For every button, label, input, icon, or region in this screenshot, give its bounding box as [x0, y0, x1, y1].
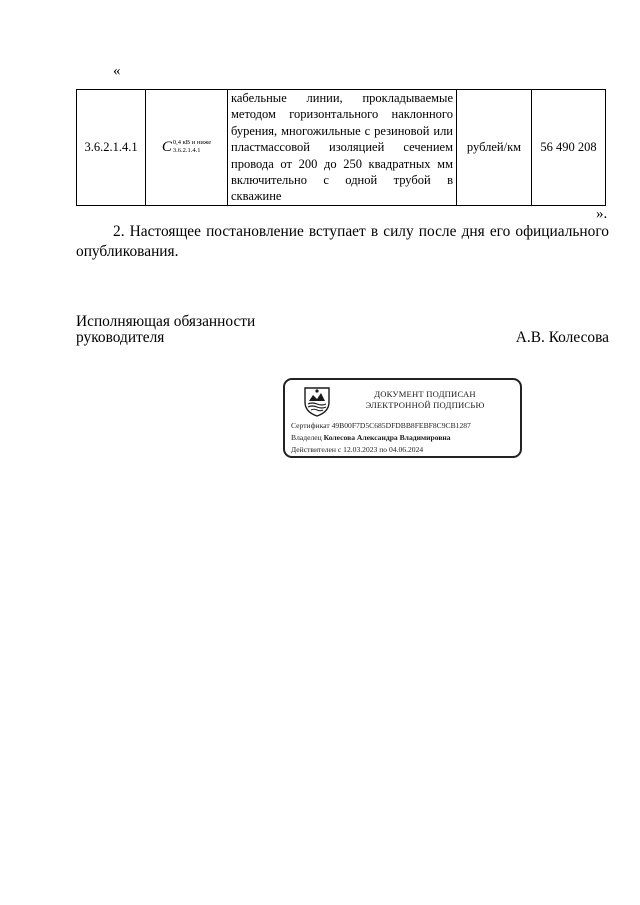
validity-to-word: по	[379, 445, 388, 454]
rate-symbol-letter: C	[161, 139, 172, 156]
owner-value: Колесова Александра Владимировна	[323, 433, 451, 442]
signatory-name: А.В. Колесова	[515, 329, 609, 346]
description-line: включительно с одной трубой в	[231, 173, 453, 188]
row-symbol-cell	[146, 90, 228, 206]
validity-to-date: 04.06.2024	[389, 445, 424, 454]
tariff-table	[76, 89, 606, 206]
rate-symbol	[162, 139, 211, 155]
signatory-title-line: руководителя	[76, 329, 165, 346]
rate-symbol-superscript: 0,4 кВ и ниже	[172, 139, 212, 147]
stamp-owner-line	[291, 433, 451, 442]
regional-coat-of-arms-icon	[301, 385, 333, 418]
rate-symbol-subscript: 3.6.2.1.4.1	[172, 147, 201, 155]
opening-quote-mark: «	[113, 63, 121, 79]
stamp-certificate-line	[291, 421, 471, 430]
closing-quote-mark: ».	[596, 206, 608, 222]
signatory-title-line: Исполняющая обязанности	[76, 313, 256, 330]
electronic-signature-stamp	[283, 378, 522, 458]
validity-from-date: 12.03.2023	[343, 445, 378, 454]
validity-label: Действителен	[291, 445, 336, 454]
description-line: скважине	[231, 189, 282, 204]
effective-date-paragraph: 2. Настоящее постановление вступает в силу после дня его официального опубликования.	[76, 223, 609, 260]
certificate-label: Сертификат	[291, 421, 330, 430]
table-row	[77, 90, 606, 206]
row-description-cell	[228, 90, 457, 206]
signatory-title	[76, 314, 255, 346]
description-line: или пластмассовой изоляцией сечением	[231, 123, 453, 155]
row-code-cell: 3.6.2.1.4.1	[77, 90, 146, 206]
description-line: методом горизонтального наклонного	[231, 107, 453, 122]
stamp-heading-line: ЭЛЕКТРОННОЙ ПОДПИСЬЮ	[365, 400, 485, 410]
certificate-value: 49B00F7D5C685DFDBB8FEBF8C9CB1287	[331, 421, 471, 430]
stamp-heading-line: ДОКУМЕНТ ПОДПИСАН	[374, 389, 476, 399]
stamp-validity-line	[291, 445, 423, 454]
rate-symbol-scripts	[173, 139, 211, 155]
description-line: бурения, многожильные с резиновой	[231, 123, 430, 138]
stamp-heading	[335, 389, 515, 411]
owner-label: Владелец	[291, 433, 322, 442]
row-value-cell: 56 490 208	[532, 90, 606, 206]
validity-from-word: с	[337, 445, 342, 454]
description-line: кабельные линии, прокладываемые	[231, 91, 453, 105]
row-unit-cell: рублей/км	[457, 90, 532, 206]
description-line: провода от 200 до 250 квадратных мм	[231, 156, 453, 171]
